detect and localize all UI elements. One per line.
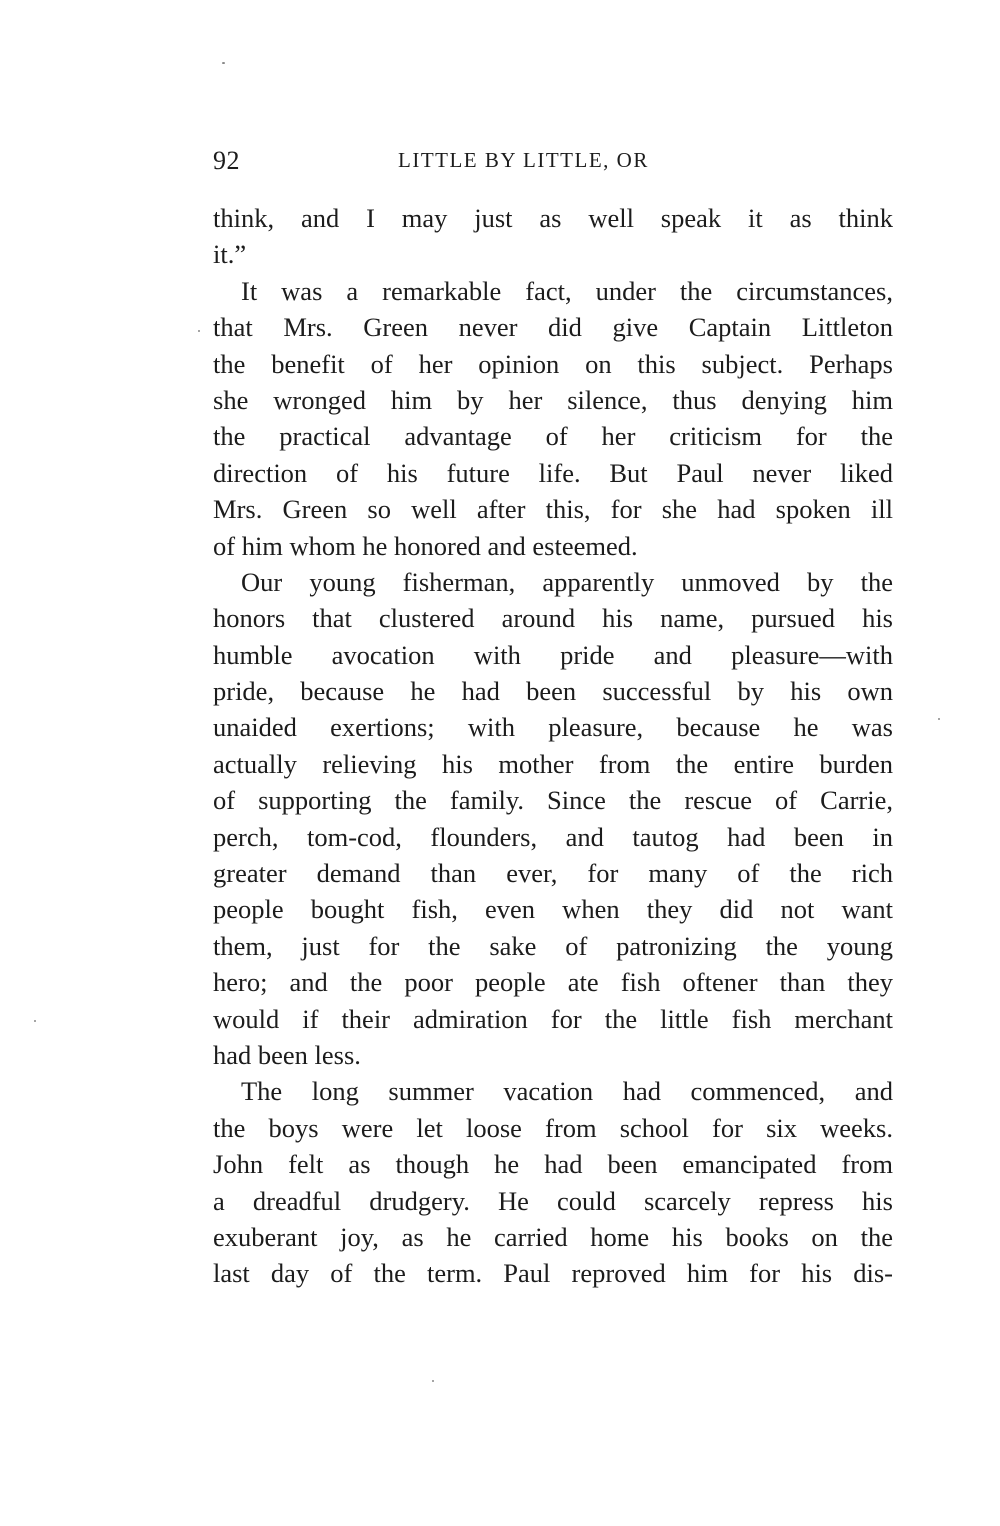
- text-line: John felt as though he had been emancipated from: [213, 1149, 893, 1180]
- text-line: pride, because he had been successful by his own: [213, 676, 893, 707]
- text-line: the boys were let loose from school for six weeks.: [213, 1112, 893, 1143]
- text-line: honors that clustered around his name, pursued his: [213, 603, 893, 634]
- page-number: 92: [213, 146, 240, 175]
- page-header: [213, 146, 893, 182]
- scan-speck: [34, 1020, 36, 1022]
- text-line: actually relieving his mother from the entire burden: [213, 748, 893, 779]
- text-line: Our young fisherman, apparently unmoved by the: [241, 566, 893, 597]
- text-line: that Mrs. Green never did give Captain Littleton: [213, 312, 893, 343]
- text-line: perch, tom-cod, flounders, and tautog had been in: [213, 821, 893, 852]
- text-line: them, just for the sake of patronizing the young: [213, 930, 893, 961]
- body-text: [213, 200, 893, 1292]
- text-line: direction of his future life. But Paul never liked: [213, 457, 893, 488]
- text-line: exuberant joy, as he carried home his books on the: [213, 1221, 893, 1252]
- paragraph: [213, 564, 893, 1073]
- text-line: think, and I may just as well speak it as think: [213, 203, 893, 233]
- text-line: The long summer vacation had commenced, and: [241, 1076, 893, 1107]
- text-line: had been less.: [213, 1039, 361, 1070]
- scan-speck: [222, 62, 225, 64]
- text-line: would if their admiration for the little fish merchant: [213, 1003, 893, 1034]
- text-line: of him whom he honored and esteemed.: [213, 530, 638, 561]
- text-line: Mrs. Green so well after this, for she had spoken ill: [213, 494, 893, 525]
- scan-speck: [938, 718, 940, 720]
- text-line: hero; and the poor people ate fish oftener than they: [213, 967, 893, 998]
- text-line: she wronged him by her silence, thus denying him: [213, 384, 893, 415]
- text-line: greater demand than ever, for many of the rich: [213, 858, 893, 889]
- text-line: of supporting the family. Since the rescue of Carrie,: [213, 785, 893, 816]
- text-line: a dreadful drudgery. He could scarcely repress his: [213, 1185, 893, 1216]
- paragraph: [213, 1073, 893, 1291]
- text-line: It was a remarkable fact, under the circumstances,: [241, 275, 893, 306]
- text-line: the benefit of her opinion on this subject. Perhaps: [213, 348, 893, 379]
- text-line: people bought fish, even when they did not want: [213, 894, 893, 925]
- text-line: humble avocation with pride and pleasure—with: [213, 639, 893, 670]
- scan-speck: [432, 1380, 434, 1382]
- text-line: last day of the term. Paul reproved him for his dis-: [213, 1258, 893, 1289]
- text-line: it.”: [213, 239, 247, 270]
- running-title: LITTLE BY LITTLE, OR: [398, 148, 649, 172]
- text-line: the practical advantage of her criticism for the: [213, 421, 893, 452]
- scan-speck: [198, 330, 200, 332]
- text-line: unaided exertions; with pleasure, because he was: [213, 712, 893, 743]
- paragraph: [213, 200, 893, 273]
- paragraph: [213, 273, 893, 564]
